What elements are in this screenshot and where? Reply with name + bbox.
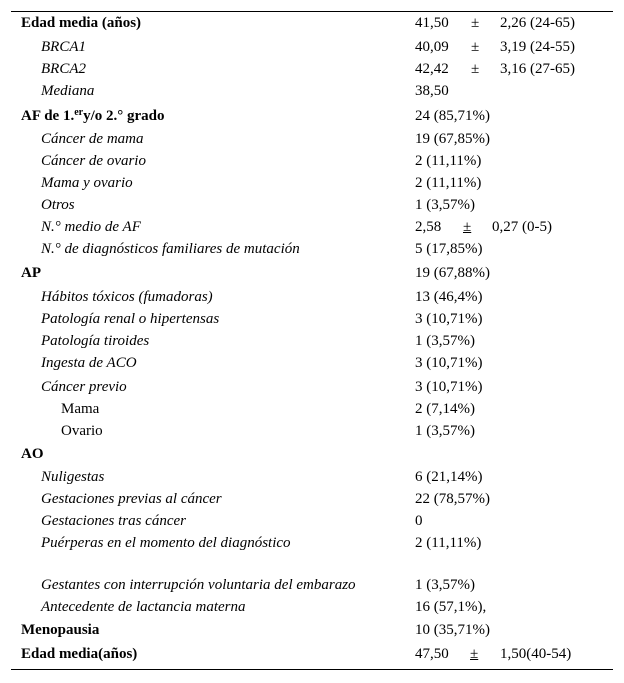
row-label: Puérperas en el momento del diagnóstico: [41, 535, 291, 551]
row-n-medio-af: [0, 216, 624, 238]
row-value: 16 (57,1%),: [415, 599, 487, 615]
row-puerperas: [0, 532, 624, 554]
row-label: AP: [21, 265, 41, 281]
row-value: 1 (3,57%): [415, 577, 475, 593]
row-value: 1 (3,57%): [415, 423, 475, 439]
row-label: Antecedente de lactancia materna: [41, 599, 246, 615]
row-value: 2 (7,14%): [415, 401, 475, 417]
row-value: 2 (11,11%): [415, 175, 482, 191]
row-mean: 42,42: [415, 61, 449, 77]
row-label: Hábitos tóxicos (fumadoras): [41, 289, 213, 305]
row-ap: [0, 262, 624, 284]
plus-minus: ±: [471, 15, 480, 31]
row-label: Otros: [41, 197, 75, 213]
row-mean: 2,58: [415, 219, 442, 235]
row-label: N.° de diagnósticos familiares de mutación: [41, 241, 300, 257]
row-label: Ovario: [61, 423, 103, 439]
row-gestaciones-previas: [0, 488, 624, 510]
row-otros: [0, 194, 624, 216]
row-n-diag-familiares: [0, 238, 624, 260]
row-label: Mama y ovario: [41, 175, 133, 191]
row-range: 3,19 (24-55): [500, 39, 575, 55]
row-mean: 40,09: [415, 39, 449, 55]
row-value: 19 (67,88%): [415, 265, 490, 281]
row-range: 2,26 (24-65): [500, 15, 575, 31]
row-nuligestas: [0, 466, 624, 488]
row-value: 1 (3,57%): [415, 333, 475, 349]
row-value: 2 (11,11%): [415, 153, 482, 169]
row-label: Gestaciones previas al cáncer: [41, 491, 222, 507]
row-label: Patología renal o hipertensas: [41, 311, 220, 327]
row-range: 1,50(40-54): [500, 646, 572, 662]
row-mean: 41,50: [415, 15, 449, 31]
row-label: Mama: [61, 401, 100, 417]
row-cancer-mama: [0, 128, 624, 150]
row-value: 22 (78,57%): [415, 491, 490, 507]
row-range: 3,16 (27-65): [500, 61, 575, 77]
row-ingesta-aco: [0, 352, 624, 374]
row-label: Ingesta de ACO: [41, 355, 137, 371]
row-ovario: [0, 420, 624, 442]
row-label: BRCA2: [41, 61, 86, 77]
row-gestaciones-tras: [0, 510, 624, 532]
row-value: 24 (85,71%): [415, 108, 490, 124]
row-value: 2 (11,11%): [415, 535, 482, 551]
row-value: 0: [415, 513, 423, 529]
row-habitos-toxicos: [0, 286, 624, 308]
plus-minus: ±: [471, 39, 480, 55]
row-range: 0,27 (0-5): [492, 219, 552, 235]
row-value: 19 (67,85%): [415, 131, 490, 147]
row-af: [0, 105, 624, 127]
row-label: BRCA1: [41, 39, 86, 55]
row-edad-media-menopausia: [0, 643, 624, 665]
row-mama-ovario: [0, 172, 624, 194]
row-label: Gestantes con interrupción voluntaria del embarazo: [41, 577, 356, 593]
row-value: 3 (10,71%): [415, 311, 483, 327]
row-label: Edad media (años): [21, 15, 142, 31]
table-bottom-rule: [11, 669, 613, 670]
row-value: 3 (10,71%): [415, 379, 483, 395]
row-ao: [0, 443, 624, 465]
row-label: Cáncer previo: [41, 379, 127, 395]
row-mama: [0, 398, 624, 420]
row-brca1: [0, 36, 624, 58]
row-mediana: [0, 80, 624, 102]
plus-minus: ±: [471, 61, 480, 77]
row-patologia-tiroides: [0, 330, 624, 352]
row-label: AO: [21, 446, 44, 462]
row-label: Gestaciones tras cáncer: [41, 513, 186, 529]
row-value: 6 (21,14%): [415, 469, 483, 485]
row-value: 13 (46,4%): [415, 289, 483, 305]
row-patologia-renal: [0, 308, 624, 330]
row-mean: 47,50: [415, 646, 449, 662]
row-value: 3 (10,71%): [415, 355, 483, 371]
row-value: 38,50: [415, 83, 449, 99]
plus-minus: ±: [463, 219, 472, 235]
row-value: 5 (17,85%): [415, 241, 483, 257]
row-gestantes-ive: [0, 574, 624, 596]
row-brca2: [0, 58, 624, 80]
row-label: N.° medio de AF: [41, 219, 141, 235]
row-label: Cáncer de ovario: [41, 153, 146, 169]
row-label: Edad media(años): [21, 646, 138, 662]
row-label: Menopausia: [21, 622, 100, 638]
row-label: Nuligestas: [41, 469, 105, 485]
row-label: Cáncer de mama: [41, 131, 144, 147]
row-cancer-previo: [0, 376, 624, 398]
row-value: 10 (35,71%): [415, 622, 490, 638]
row-label: Mediana: [41, 83, 95, 99]
row-lactancia: [0, 596, 624, 618]
plus-minus: ±: [470, 646, 479, 662]
row-value: 1 (3,57%): [415, 197, 475, 213]
row-label: AF de 1.$^{er}$y/o 2.° grado: [21, 107, 165, 124]
row-edad-media: [0, 12, 624, 34]
row-label: Patología tiroides: [41, 333, 150, 349]
row-cancer-ovario: [0, 150, 624, 172]
row-menopausia: [0, 619, 624, 641]
